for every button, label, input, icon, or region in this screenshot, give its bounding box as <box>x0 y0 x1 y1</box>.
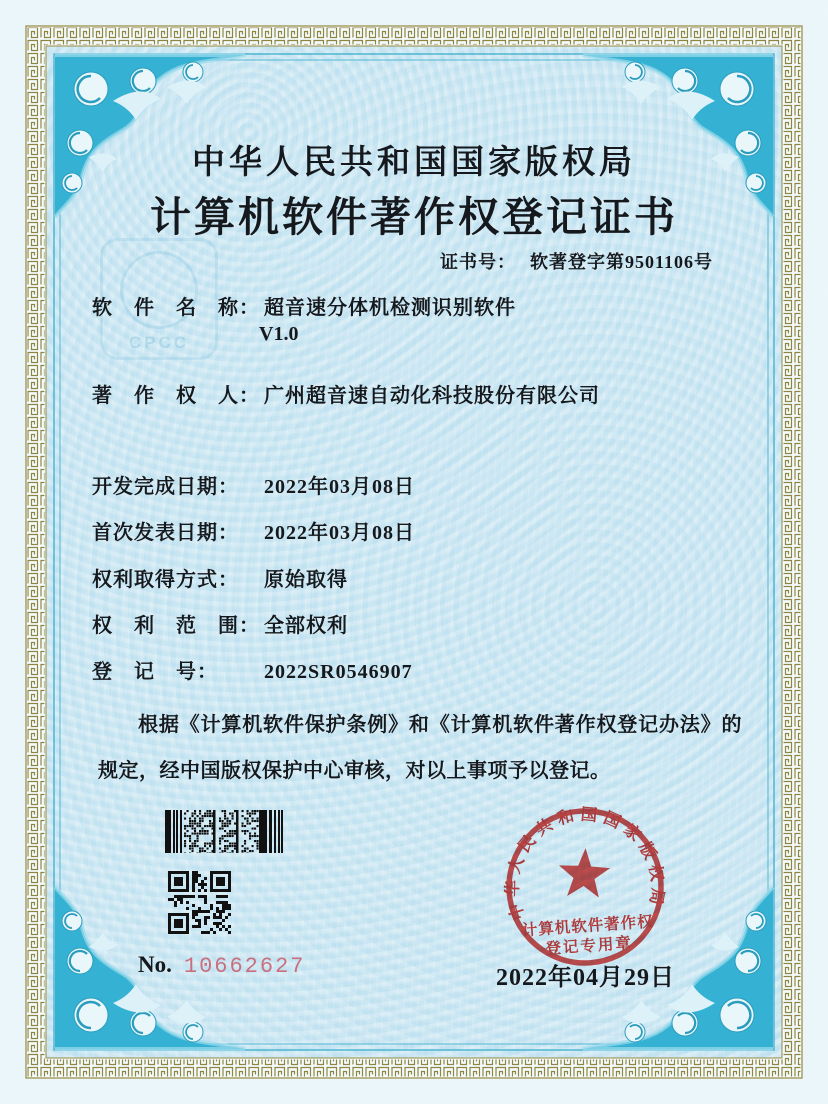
seal-line2: 登记专用章 <box>544 934 634 958</box>
serial-number-line <box>138 952 306 979</box>
serial-number-label: No. <box>138 952 172 977</box>
registration-statement: 根据《计算机软件保护条例》和《计算机软件著作权登记办法》的规定，经中国版权保护中心审核，对以上事项予以登记。 <box>98 714 742 782</box>
field-registration-number <box>92 655 413 684</box>
field-rights-acquisition <box>92 563 348 592</box>
qr-code <box>168 871 231 934</box>
official-seal <box>493 795 677 979</box>
field-value: 2022年03月08日 <box>264 476 415 498</box>
cpcc-watermark-text: CPCC <box>128 333 190 352</box>
issue-date: 2022年04月29日 <box>496 965 675 991</box>
field-label: 软 件 名 称： <box>92 297 260 319</box>
field-value: 全部权利 <box>264 615 348 637</box>
authority-title: 中华人民共和国国家版权局 <box>192 145 636 181</box>
field-label: 权 利 范 围： <box>92 615 260 637</box>
field-label: 著 作 权 人： <box>92 385 260 407</box>
field-label: 登 记 号： <box>92 661 218 683</box>
field-label: 首次发表日期： <box>92 522 239 544</box>
seal-line1: 计算机软件著作权 <box>521 913 655 940</box>
field-copyright-holder <box>92 379 600 408</box>
field-first-publish-date <box>92 516 415 545</box>
field-value: 2022SR0546907 <box>264 661 413 683</box>
barcode <box>165 810 283 853</box>
field-software-name <box>92 291 516 320</box>
field-label: 权利取得方式： <box>92 569 239 591</box>
field-value: 2022年03月08日 <box>264 522 415 544</box>
field-software-version: V1.0 <box>259 323 299 345</box>
seal-star-icon <box>557 847 611 898</box>
field-value: 原始取得 <box>264 569 348 591</box>
seal-ring-text: 中华人民共和国国家版权局 <box>502 804 668 923</box>
field-value: 超音速分体机检测识别软件 <box>264 297 516 319</box>
field-value: 广州超音速自动化科技股份有限公司 <box>264 385 600 407</box>
certificate-number-value: 软著登字第9501106号 <box>529 252 713 272</box>
field-dev-complete-date <box>92 470 415 499</box>
field-label: 开发完成日期： <box>92 476 239 498</box>
field-rights-scope <box>92 609 348 638</box>
certificate-number-label: 证书号： <box>439 252 516 272</box>
serial-number-value: 10662627 <box>183 954 306 979</box>
certificate-title: 计算机软件著作权登记证书 <box>150 194 678 240</box>
